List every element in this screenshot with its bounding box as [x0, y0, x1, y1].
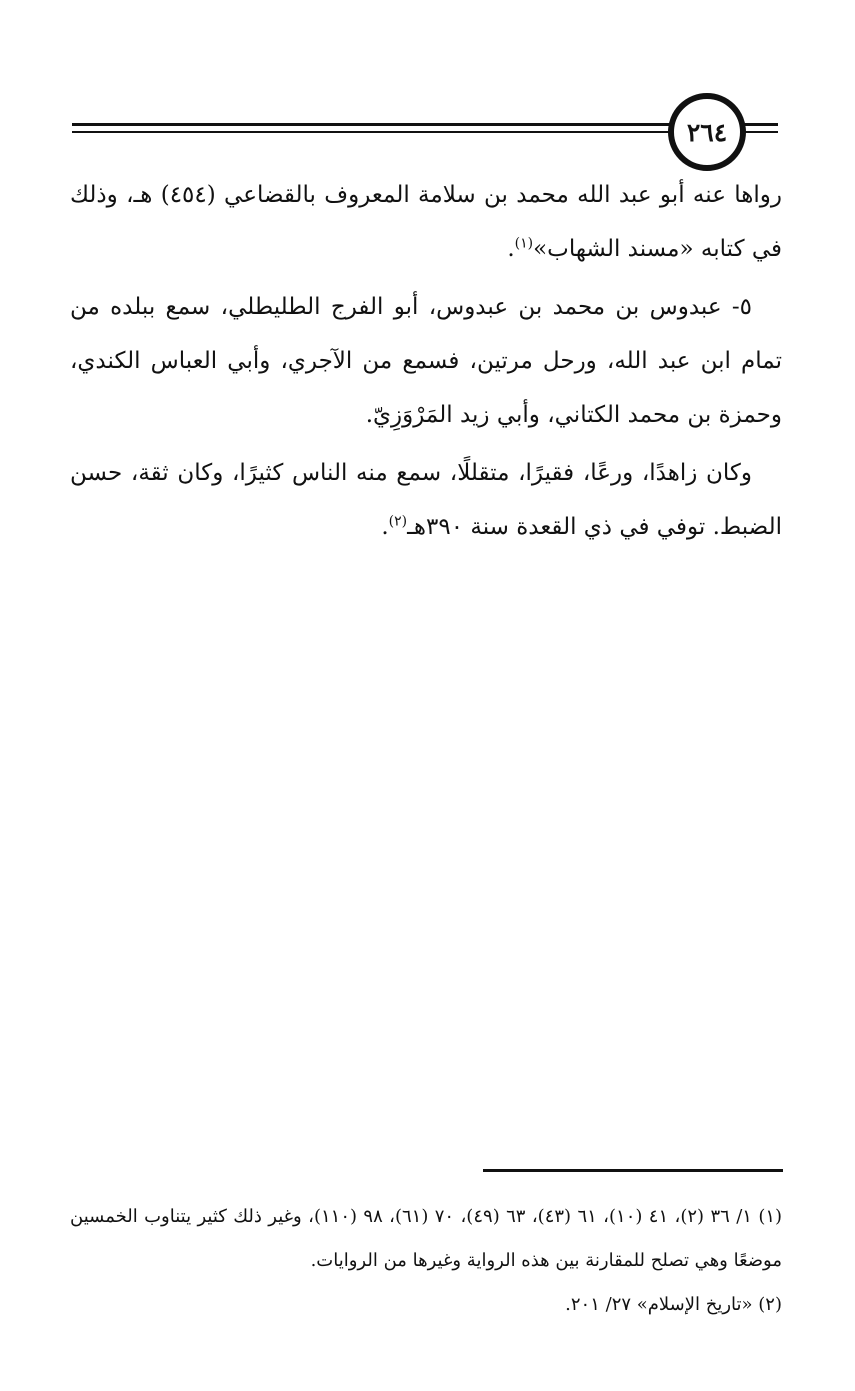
paragraph-text: وكان زاهدًا، ورعًا، فقيرًا، متقللًا، سمع منه الناس كثيرًا، وكان ثقة، حسن الضبط. توفي في ذي القعدة سنة ٣٩٠هـ — [70, 460, 782, 540]
paragraph — [70, 168, 782, 276]
footnote-ref: (١) — [514, 235, 534, 252]
footnotes — [70, 1195, 782, 1327]
paragraph-text: رواها عنه أبو عبد الله محمد بن سلامة المعروف بالقضاعي (٤٥٤) هـ، وذلك في كتابه «مسند الشهاب» — [70, 182, 782, 262]
footnote-ref: (٢) — [388, 513, 408, 530]
paragraph — [70, 280, 782, 442]
page-header — [0, 0, 855, 170]
page-number: ٢٦٤ — [668, 93, 746, 171]
header-rule-thin — [72, 131, 670, 133]
paragraph — [70, 446, 782, 554]
paragraph-text: ٥- عبدوس بن محمد بن عبدوس، أبو الفرج الطليطلي، سمع ببلده من تمام ابن عبد الله، ورحل مرتين، فسمع من الآجري، وأبي العباس الكندي، وحمزة بن محمد الكتاني، وأبي زيد المَرْوَزِيّ. — [70, 294, 782, 428]
header-rule-thick — [72, 123, 670, 126]
main-text — [70, 168, 782, 558]
paragraph-tail: . — [381, 514, 389, 540]
footnote-separator — [483, 1169, 783, 1172]
header-rule-right-thick — [742, 123, 778, 126]
paragraph-tail: . — [507, 236, 515, 262]
footnote: (٢) «تاريخ الإسلام» ٢٧/ ٢٠١. — [565, 1294, 782, 1315]
header-rule-right-thin — [742, 131, 778, 133]
footnote: (١) ١/ ٣٦ (٢)، ٤١ (١٠)، ٦١ (٤٣)، ٦٣ (٤٩)، ٧٠ (٦١)، ٩٨ (١١٠)، وغير ذلك كثير يتناوب الخمسين موضعًا وهي تصلح للمقارنة بين هذه الرواية وغيرها من الروايات. — [70, 1206, 783, 1271]
